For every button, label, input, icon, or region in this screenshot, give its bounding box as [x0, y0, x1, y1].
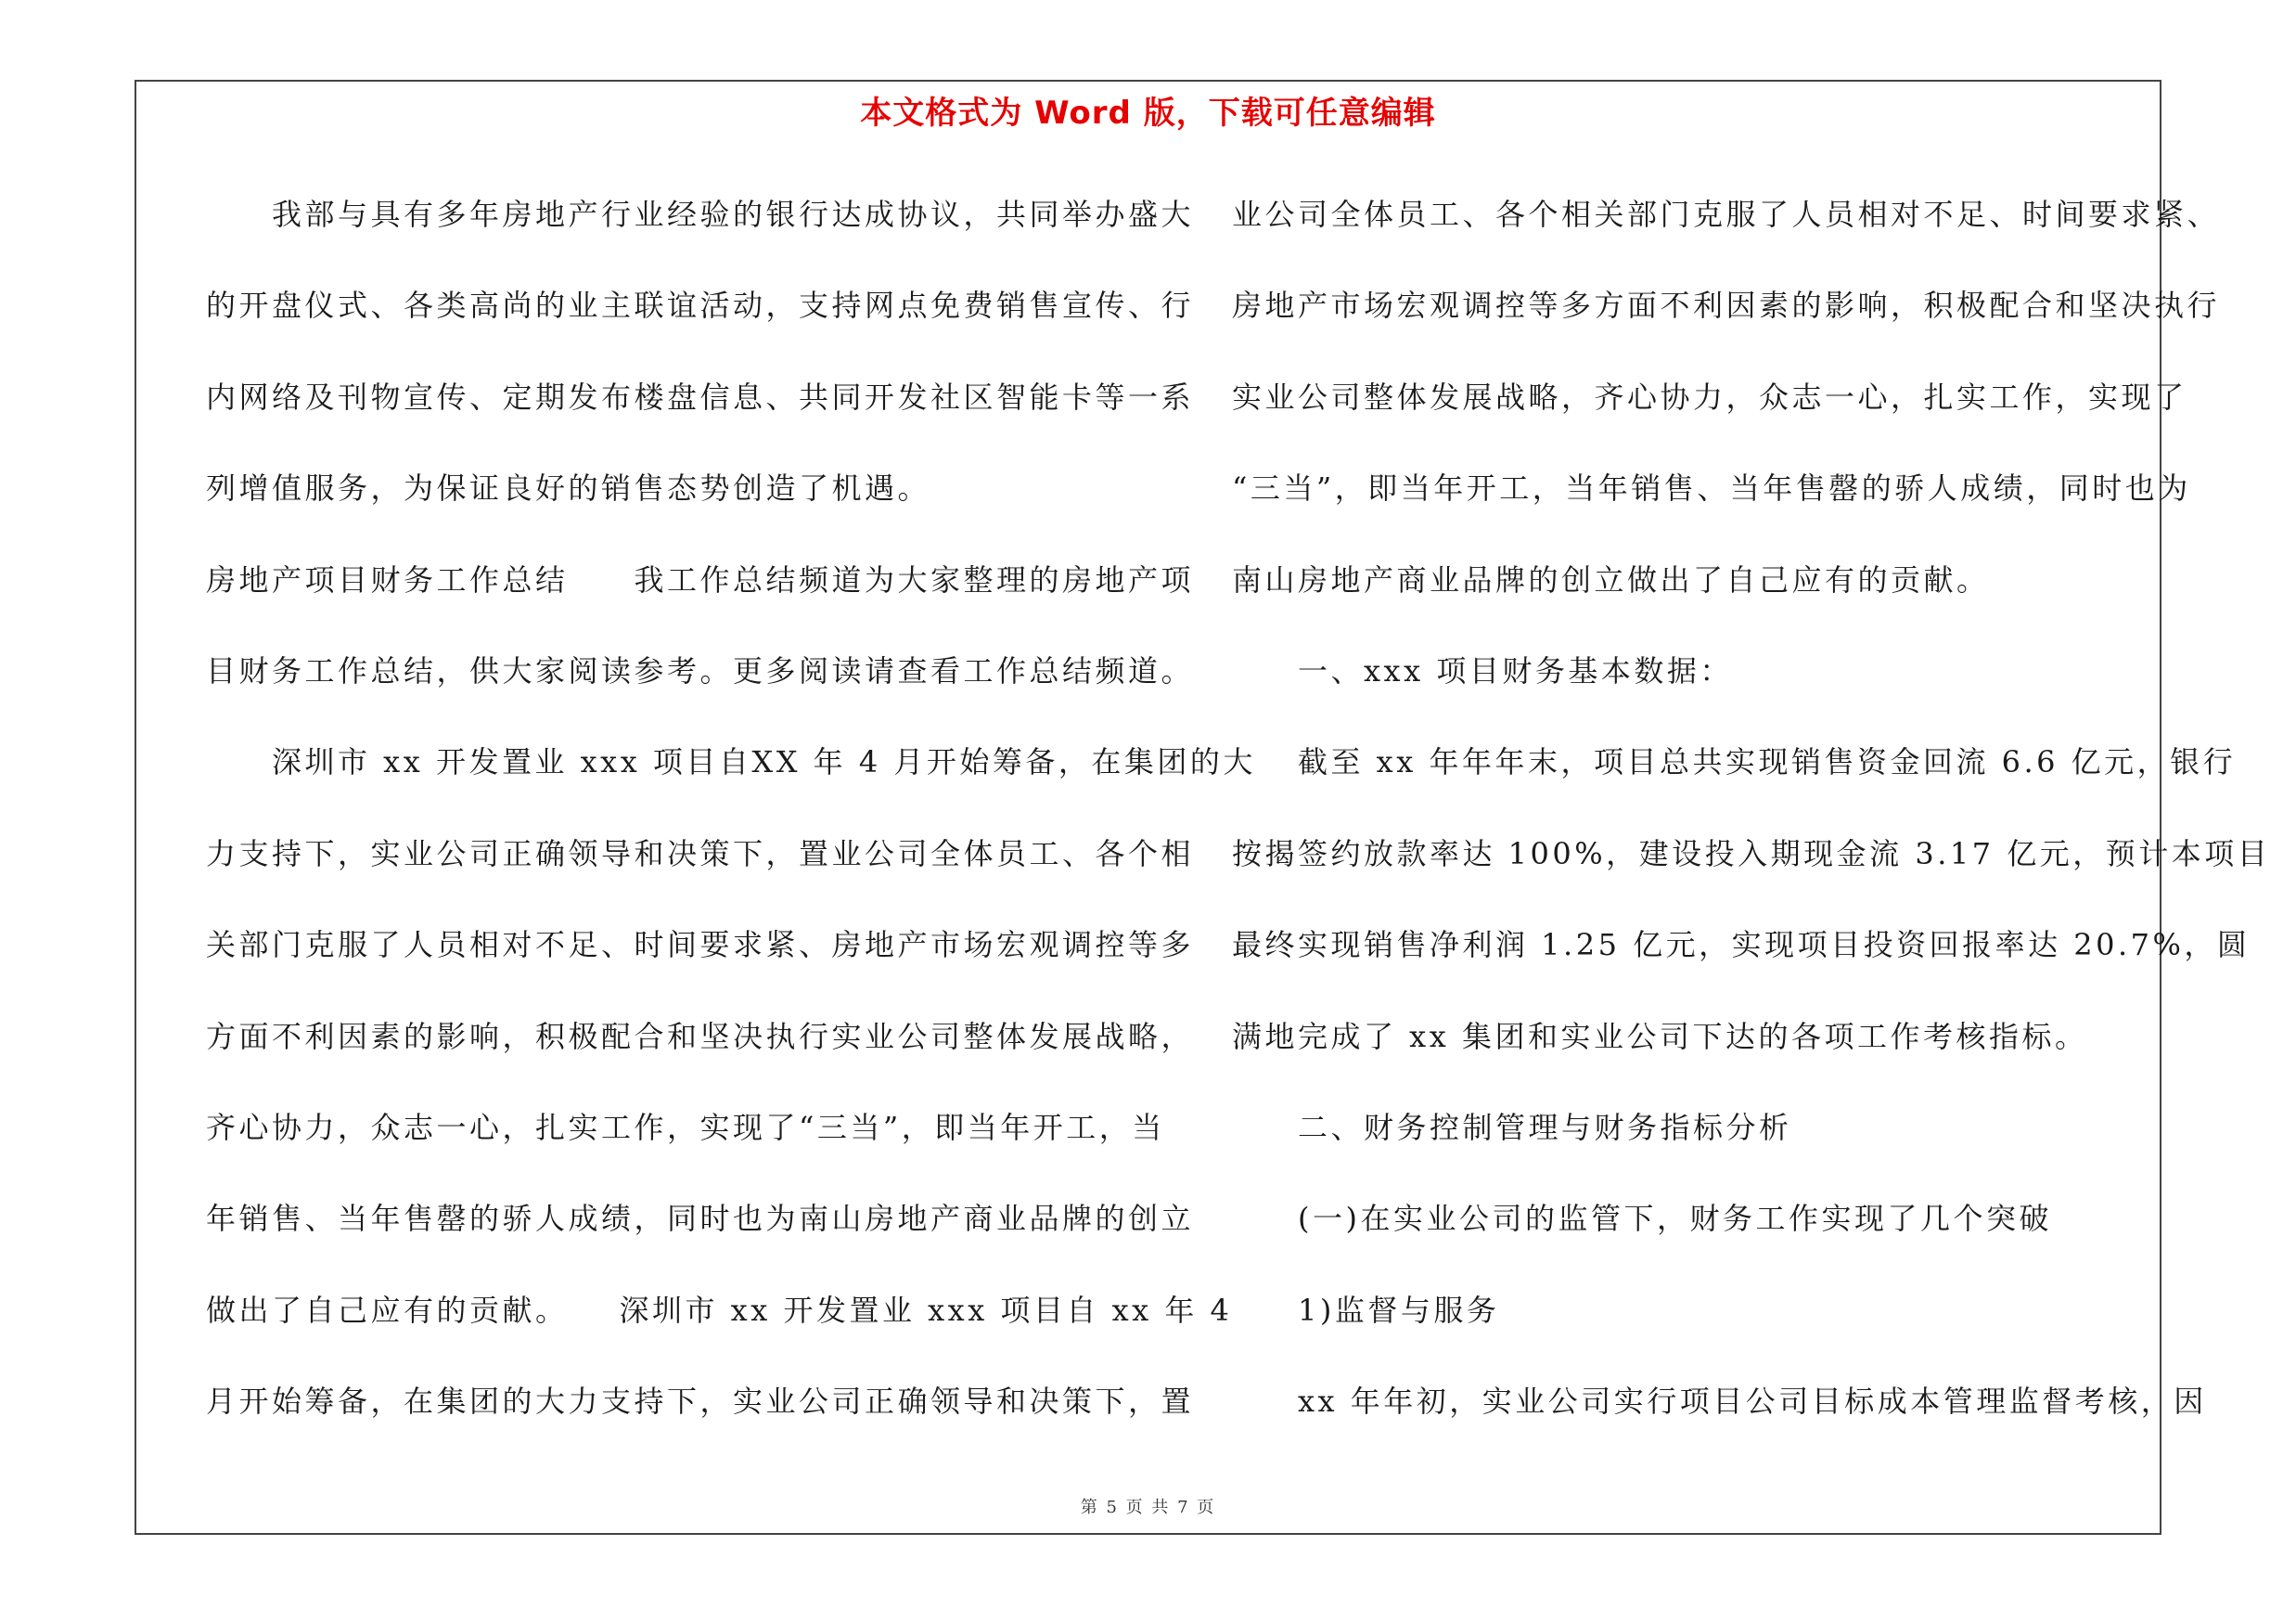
right-line: 实业公司整体发展战略，齐心协力，众志一心，扎实工作，实现了: [1232, 379, 2187, 415]
left-line: 年销售、当年售罄的骄人成绩，同时也为南山房地产商业品牌的创立: [206, 1201, 1195, 1237]
right-line: 按揭签约放款率达 100%，建设投入期现金流 3.17 亿元，预计本项目: [1232, 835, 2271, 871]
right-line: xx 年年初，实业公司实行项目公司目标成本管理监督考核，因: [1232, 1384, 2207, 1420]
left-column: [206, 190, 1256, 1468]
left-line: 关部门克服了人员相对不足、时间要求紧、房地产市场宏观调控等多: [206, 927, 1195, 963]
page-number-footer: 第 5 页 共 7 页: [1080, 1498, 1216, 1517]
left-line: 列增值服务，为保证良好的销售态势创造了机遇。: [206, 470, 931, 507]
left-line: 月开始筹备，在集团的大力支持下，实业公司正确领导和决策下，置: [206, 1384, 1195, 1420]
right-line: 1)监督与服务: [1232, 1292, 1500, 1328]
right-line: 满地完成了 xx 集团和实业公司下达的各项工作考核指标。: [1232, 1018, 2088, 1054]
right-line: (一)在实业公司的监管下，财务工作实现了几个突破: [1232, 1201, 2052, 1237]
right-line: 最终实现销售净利润 1.25 亿元，实现项目投资回报率达 20.7%，圆: [1232, 927, 2251, 963]
left-line: 做出了自己应有的贡献。 深圳市 xx 开发置业 xxx 项目自 xx 年 4: [206, 1292, 1233, 1328]
left-line: 力支持下，实业公司正确领导和决策下，置业公司全体员工、各个相: [206, 835, 1195, 871]
right-line: 二、财务控制管理与财务指标分析: [1232, 1109, 1792, 1145]
right-line: 业公司全体员工、各个相关部门克服了人员相对不足、时间要求紧、: [1232, 197, 2221, 232]
left-line: 目财务工作总结，供大家阅读参考。更多阅读请查看工作总结频道。: [206, 652, 1195, 689]
left-line: 我部与具有多年房地产行业经验的银行达成协议，共同举办盛大: [206, 197, 1195, 232]
left-line: 齐心协力，众志一心，扎实工作，实现了“三当”，即当年开工，当: [206, 1109, 1165, 1145]
right-line: “三当”，即当年开工，当年销售、当年售罄的骄人成绩，同时也为: [1232, 470, 2191, 507]
right-line: 一、xxx 项目财务基本数据：: [1232, 652, 1733, 689]
left-line: 内网络及刊物宣传、定期发布楼盘信息、共同开发社区智能卡等一系: [206, 379, 1195, 415]
header-banner: 本文格式为 Word 版，下载可任意编辑: [860, 95, 1436, 132]
left-line: 的开盘仪式、各类高尚的业主联谊活动，支持网点免费销售宣传、行: [206, 288, 1195, 324]
right-line: 截至 xx 年年年末，项目总共实现销售资金回流 6.6 亿元，银行: [1232, 744, 2237, 780]
left-line: 房地产项目财务工作总结 我工作总结频道为大家整理的房地产项: [206, 561, 1195, 598]
right-line: 房地产市场宏观调控等多方面不利因素的影响，积极配合和坚决执行: [1232, 288, 2221, 324]
left-line: 方面不利因素的影响，积极配合和坚决执行实业公司整体发展战略，: [206, 1018, 1195, 1054]
right-line: 南山房地产商业品牌的创立做出了自己应有的贡献。: [1232, 561, 1990, 598]
left-line: 深圳市 xx 开发置业 xxx 项目自XX 年 4 月开始筹备，在集团的大: [206, 744, 1256, 780]
right-column: [1232, 190, 2271, 1468]
